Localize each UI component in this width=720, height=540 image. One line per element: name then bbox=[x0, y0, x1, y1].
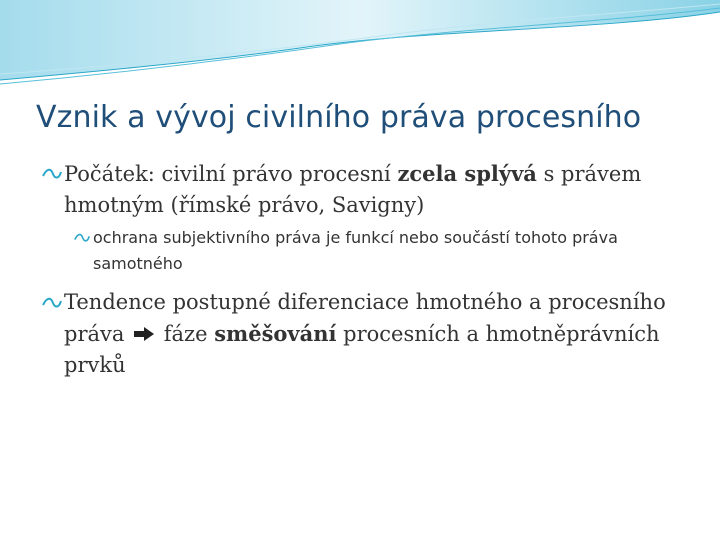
wave-bullet-icon bbox=[74, 233, 90, 243]
bullet-item bbox=[40, 158, 690, 221]
slide-title: Vznik a vývoj civilního práva procesního bbox=[36, 100, 642, 135]
header-wave-decoration bbox=[0, 0, 720, 90]
bullet-text-emphasis: směšování bbox=[214, 321, 337, 346]
bullet-list bbox=[40, 158, 690, 385]
bullet-item bbox=[40, 287, 690, 381]
bullet-text: s právem hmotným (římské právo, Savigny) bbox=[64, 162, 642, 217]
bullet-text: Tendence postupné diferenciace hmotného a procesního práva bbox=[64, 290, 666, 346]
wave-bullet-icon bbox=[42, 297, 62, 309]
bullet-text-emphasis: zcela splývá bbox=[397, 161, 537, 186]
bullet-text: Počátek: civilní právo procesní bbox=[64, 162, 398, 186]
wave-bullet-icon bbox=[42, 168, 62, 180]
sub-bullet-text: ochrana subjektivního práva je funkcí nebo součástí tohoto práva samotného bbox=[93, 228, 618, 273]
bullet-text: procesních a hmotněprávních prvků bbox=[64, 322, 660, 377]
bullet-text: fáze bbox=[157, 322, 215, 346]
sub-bullet-item bbox=[40, 225, 690, 277]
right-arrow-icon bbox=[133, 326, 155, 342]
